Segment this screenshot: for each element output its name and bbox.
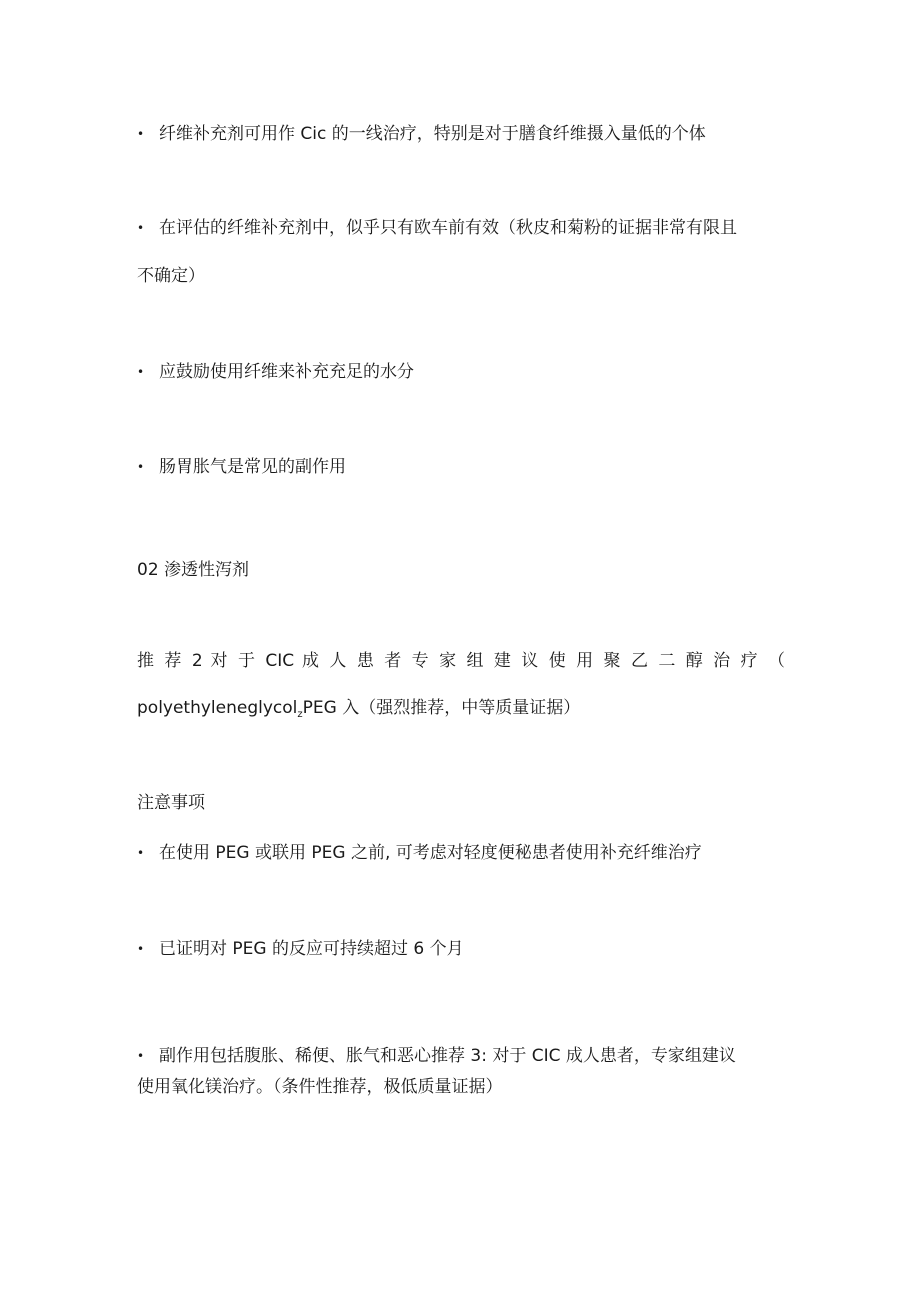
recommendation-2-line-1: 推 荐 2 对 于 CIC 成 人 患 者 专 家 组 建 议 使 用 聚 乙 二 醇 治 疗 （ (137, 651, 785, 671)
fiber-note-1 (137, 124, 787, 144)
bullet: • (137, 942, 145, 956)
peg-note-3-continuation-text: 使用氧化镁治疗。（条件性推荐，极低质量证据） (137, 1077, 503, 1097)
section-heading (137, 560, 787, 580)
peg-note-2-text: 已证明对 PEG 的反应可持续超过 6 个月 (159, 939, 464, 959)
fiber-note-3-text: 应鼓励使用纤维来补充充足的水分 (159, 362, 414, 382)
fiber-note-4 (137, 457, 787, 477)
recommendation-2-subscript: z (297, 709, 303, 720)
bullet: • (137, 221, 145, 235)
peg-note-1-text: 在使用 PEG 或联用 PEG 之前, 可考虑对轻度便秘患者使用补充纤维治疗 (159, 843, 702, 863)
recommendation-2-suffix: PEG 入（强烈推荐，中等质量证据） (302, 698, 581, 718)
peg-note-3 (137, 1046, 787, 1066)
peg-note-3-continuation (137, 1077, 787, 1097)
fiber-note-1-text: 纤维补充剂可用作 Cic 的一线治疗，特别是对于膳食纤维摄入量低的个体 (159, 124, 706, 144)
peg-note-1 (137, 843, 787, 863)
bullet: • (137, 846, 145, 860)
recommendation-2-line-2 (137, 698, 787, 725)
bullet: • (137, 460, 145, 474)
notes-heading (137, 793, 787, 813)
fiber-note-2-continuation-text: 不确定） (137, 266, 205, 286)
peg-note-3-text: 副作用包括腹胀、稀便、胀气和恶心推荐 3: 对于 CIC 成人患者，专家组建议 (159, 1046, 736, 1066)
fiber-note-2-continuation (137, 266, 787, 286)
fiber-note-2-text: 在评估的纤维补充剂中，似乎只有欧车前有效（秋皮和菊粉的证据非常有限且 (159, 218, 737, 238)
bullet: • (137, 127, 145, 141)
bullet: • (137, 365, 145, 379)
fiber-note-4-text: 肠胃胀气是常见的副作用 (159, 457, 346, 477)
recommendation-2-prefix: polyethyleneglycol (137, 698, 298, 718)
bullet: • (137, 1049, 145, 1063)
notes-heading-text: 注意事项 (137, 793, 205, 813)
fiber-note-2 (137, 218, 787, 238)
peg-note-2 (137, 939, 787, 959)
fiber-note-3 (137, 362, 787, 382)
section-heading-text: 02 渗透性泻剂 (137, 560, 250, 580)
